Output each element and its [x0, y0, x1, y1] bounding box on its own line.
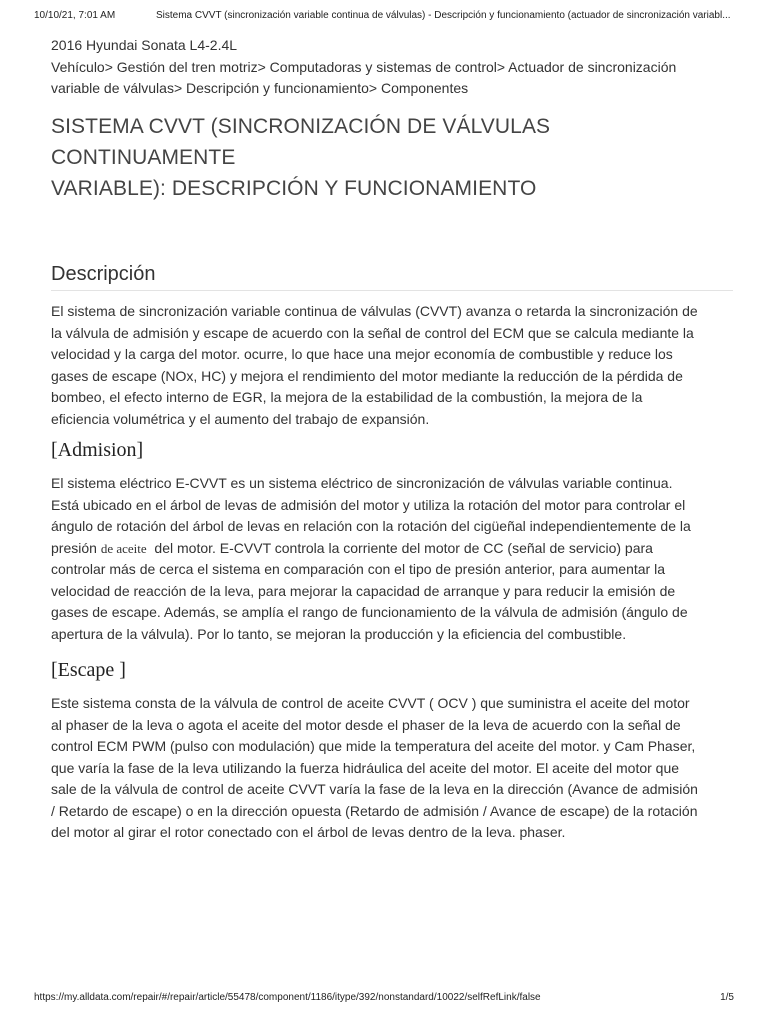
- paragraph-line: controlar más de cerca el sistema en comparación con el tipo de presión anterior, para aumentar la: [51, 561, 665, 577]
- breadcrumb-line: variable de válvulas> Descripción y funcionamiento> Componentes: [51, 80, 469, 96]
- page-number: 1/5: [720, 992, 734, 1003]
- paragraph-line: El sistema eléctrico E-CVVT es un sistema eléctrico de sincronización de válvulas variable continua.: [51, 475, 673, 491]
- paragraph-line: al phaser de la leva o agota el aceite del motor desde el phaser de la leva de acuerdo con la señal de: [51, 716, 681, 733]
- paragraph-line: gases de escape (NOx, HC) y mejora el rendimiento del motor mediante la reducción de la pérdida de: [51, 367, 683, 384]
- admision-paragraph: [51, 473, 733, 645]
- paragraph-line: El sistema de sincronización variable continua de válvulas (CVVT) avanza o retarda la sincronización de: [51, 303, 698, 319]
- breadcrumb-line: Vehículo> Gestión del tren motriz> Computadoras y sistemas de control> Actuador de sincronización: [51, 59, 677, 75]
- paragraph-line: la válvula de admisión y escape de acuerdo con la señal de control del ECM que se calcula mediante la: [51, 324, 694, 341]
- line-text: presión: [51, 539, 101, 556]
- paragraph-line: / Retardo de escape) o en la dirección opuesta (Retardo de admisión / Avance de escape) de la rotación: [51, 802, 698, 819]
- paragraph-line: [51, 538, 733, 560]
- print-header: [34, 10, 734, 24]
- paragraph-line: apertura de la válvula). Por lo tanto, se mejoran la producción y la eficiencia del combustible.: [51, 625, 627, 642]
- page-title-line: VARIABLE): DESCRIPCIÓN Y FUNCIONAMIENTO: [51, 177, 537, 200]
- print-url: https://my.alldata.com/repair/#/repair/article/55478/component/1186/itype/392/nonstandard/10022/selfRefLink/false: [34, 992, 541, 1003]
- page-title-line: SISTEMA CVVT (SINCRONIZACIÓN DE VÁLVULAS CONTINUAMENTE: [51, 115, 551, 169]
- paragraph-line: que varía la fase de la leva utilizando la fuerza hidráulica del aceite del motor. El aceite del motor que: [51, 759, 680, 776]
- article-content: [51, 35, 733, 844]
- escape-heading: [Escape ]: [51, 659, 126, 681]
- print-footer: [34, 992, 734, 1006]
- paragraph-line: control ECM PWM (pulso con modulación) que mide la temperatura del aceite del motor. y Cam Phaser,: [51, 738, 696, 754]
- print-datetime: 10/10/21, 7:01 AM: [34, 10, 116, 21]
- paragraph-line: sale de la válvula de control de aceite CVVT varía la fase de la leva en la dirección (Avance de admisión: [51, 781, 698, 797]
- serif-inline-text: de aceite: [100, 540, 147, 556]
- vehicle-name: 2016 Hyundai Sonata L4-2.4L: [51, 37, 238, 53]
- paragraph-line: bombeo, el efecto interno de EGR, la mejora de la estabilidad de la combustión, la mejora de la: [51, 389, 643, 405]
- paragraph-line: Está ubicado en el árbol de levas de admisión del motor y utiliza la rotación del motor para controlar el: [51, 496, 686, 513]
- page-title: [51, 111, 733, 204]
- paragraph-line: Este sistema consta de la válvula de control de aceite CVVT ( OCV ) que suministra el aceite del motor: [51, 695, 690, 711]
- admision-heading: [Admision]: [51, 439, 144, 461]
- breadcrumb: [51, 57, 733, 99]
- escape-paragraph: [51, 693, 733, 844]
- paragraph-line: eficiencia volumétrica y el aumento del trabajo de expansión.: [51, 410, 430, 427]
- paragraph-line: gases de escape. Además, se amplía el rango de funcionamiento de la válvula de admisión (ángulo de: [51, 604, 688, 620]
- paragraph-line: velocidad de reacción de la leva, para mejorar la capacidad de arranque y para reducir la emisión de: [51, 582, 676, 599]
- line-text: del motor. E-CVVT controla la corriente del motor de CC (señal de servicio) para: [146, 539, 653, 556]
- paragraph-line: del motor al girar el rotor conectado con el árbol de levas dentro de la leva. phaser.: [51, 824, 566, 840]
- description-paragraph: [51, 301, 733, 430]
- paragraph-line: velocidad y la carga del motor. ocurre, lo que hace una mejor economía de combustible y reduce los: [51, 346, 673, 362]
- print-document-title: Sistema CVVT (sincronización variable continua de válvulas) - Descripción y funcionamiento (actuador de sincronización variabl...: [156, 10, 731, 21]
- paragraph-line: ángulo de rotación del árbol de levas en relación con la rotación del cigüeñal independientemente de la: [51, 518, 691, 534]
- description-heading: Descripción: [51, 260, 733, 291]
